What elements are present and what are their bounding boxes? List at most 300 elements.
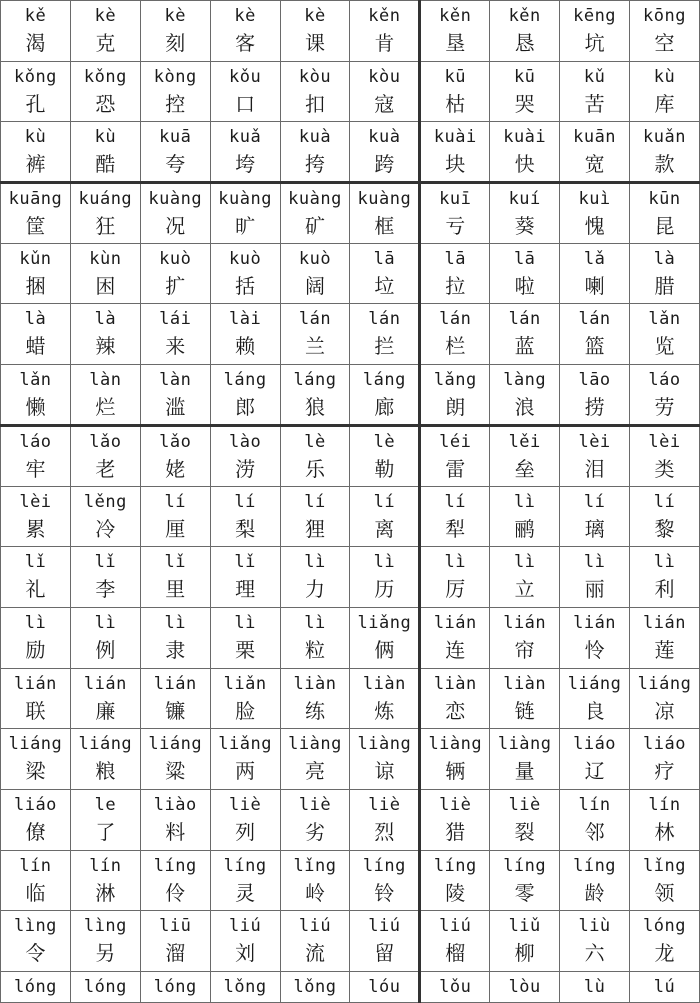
hanzi-character: 励	[25, 637, 46, 662]
character-cell	[560, 365, 630, 426]
hanzi-character: 括	[235, 273, 256, 298]
hanzi-character: 垃	[374, 273, 395, 298]
hanzi-character: 愧	[584, 214, 605, 239]
hanzi-character: 裤	[25, 152, 46, 177]
pinyin-label: lián	[433, 612, 477, 633]
pinyin-label: lǐ	[234, 552, 256, 573]
hanzi-character: 两	[235, 759, 256, 784]
pinyin-label: lián	[503, 612, 547, 633]
character-cell	[350, 668, 420, 729]
character-cell	[420, 425, 490, 486]
character-cell	[70, 183, 140, 244]
pinyin-label: liú	[439, 916, 472, 937]
character-cell	[280, 304, 350, 365]
character-cell	[210, 61, 280, 122]
table-row	[1, 183, 700, 244]
pinyin-label: lí	[234, 491, 256, 512]
pinyin-label: kěn	[508, 6, 541, 26]
pinyin-label: liū	[159, 916, 192, 937]
hanzi-character: 帘	[514, 637, 535, 662]
pinyin-label: lóng	[83, 977, 127, 997]
hanzi-character: 灵	[235, 880, 256, 905]
pinyin-label: liè	[298, 794, 332, 815]
table-row	[1, 1, 700, 62]
character-cell	[1, 607, 71, 668]
pinyin-label: kuò	[159, 248, 192, 269]
character-cell	[350, 1, 420, 62]
pinyin-label: lǒng	[293, 977, 337, 997]
pinyin-label: lè	[304, 431, 326, 452]
hanzi-character: 亮	[305, 759, 325, 784]
pinyin-label: kuàng	[148, 189, 203, 210]
hanzi-character: 黎	[654, 516, 675, 541]
table-row	[1, 425, 700, 486]
hanzi-character: 铃	[374, 880, 395, 905]
character-cell	[280, 243, 350, 304]
table-row	[1, 911, 700, 972]
character-cell	[140, 304, 210, 365]
pinyin-label: lái	[159, 309, 192, 330]
pinyin-label: lóng	[153, 977, 197, 997]
pinyin-label: kuàng	[288, 189, 342, 210]
pinyin-label: liú	[298, 916, 332, 937]
hanzi-character: 蜡	[25, 334, 46, 359]
hanzi-character: 浪	[514, 395, 535, 420]
pinyin-label: líng	[153, 855, 197, 876]
character-cell	[560, 304, 630, 365]
hanzi-character: 郎	[235, 395, 256, 420]
character-cell	[210, 911, 280, 972]
pinyin-label: lì	[653, 552, 676, 573]
character-cell	[280, 547, 350, 608]
character-cell	[140, 486, 210, 547]
pinyin-label: lèi	[648, 431, 681, 452]
hanzi-character: 矿	[305, 214, 325, 239]
hanzi-character: 辆	[445, 759, 466, 784]
hanzi-character: 垮	[235, 152, 256, 177]
pinyin-label: kuǎ	[229, 127, 262, 148]
pinyin-label: lǎn	[648, 309, 681, 330]
character-cell	[140, 850, 210, 911]
character-cell	[630, 1, 700, 62]
pinyin-label: lù	[583, 977, 606, 997]
hanzi-character: 历	[374, 577, 395, 602]
character-cell	[560, 122, 630, 183]
hanzi-character: 拉	[445, 273, 466, 298]
character-cell	[140, 729, 210, 790]
hanzi-character: 困	[95, 273, 116, 298]
pinyin-label: lì	[513, 552, 536, 573]
character-cell	[210, 668, 280, 729]
character-cell	[350, 729, 420, 790]
hanzi-character: 粱	[165, 759, 186, 784]
hanzi-character: 捞	[584, 395, 605, 420]
pinyin-label: lǎo	[159, 431, 192, 452]
character-cell	[1, 425, 71, 486]
character-cell	[210, 789, 280, 850]
pinyin-label: lí	[444, 491, 467, 512]
hanzi-character: 老	[95, 456, 116, 481]
character-cell	[70, 425, 140, 486]
character-cell	[490, 668, 560, 729]
character-cell	[70, 304, 140, 365]
character-cell	[140, 122, 210, 183]
pinyin-label: léi	[439, 431, 472, 452]
pinyin-label: liáo	[13, 794, 57, 815]
character-cell	[350, 122, 420, 183]
pinyin-label: kè	[94, 6, 117, 26]
hanzi-character: 刘	[235, 941, 256, 966]
character-cell	[420, 911, 490, 972]
character-cell	[490, 304, 560, 365]
pinyin-label: lì	[444, 552, 467, 573]
hanzi-character: 岭	[305, 880, 325, 905]
character-cell	[490, 547, 560, 608]
pinyin-label: liàn	[293, 673, 337, 694]
hanzi-character: 垒	[514, 456, 535, 481]
pinyin-label: kòu	[298, 66, 332, 87]
character-cell	[280, 607, 350, 668]
pinyin-label: líng	[362, 855, 406, 876]
hanzi-character: 廊	[374, 395, 395, 420]
pinyin-label: liàn	[433, 673, 477, 694]
pinyin-label: lǎo	[89, 431, 122, 452]
hanzi-character: 栗	[235, 637, 256, 662]
pinyin-label: lǎng	[433, 370, 477, 391]
pinyin-label: kǔn	[19, 248, 52, 269]
hanzi-character: 涝	[235, 456, 256, 481]
pinyin-label: kēng	[573, 6, 617, 26]
pinyin-label: lì	[164, 612, 186, 633]
hanzi-character: 劳	[654, 395, 675, 420]
character-cell	[210, 850, 280, 911]
pinyin-label: liáng	[637, 673, 692, 694]
character-cell	[140, 183, 210, 244]
character-cell	[420, 789, 490, 850]
hanzi-character: 垦	[445, 31, 466, 55]
pinyin-label: kè	[164, 6, 186, 26]
character-cell	[630, 789, 700, 850]
pinyin-label: lè	[373, 431, 396, 452]
character-cell	[560, 972, 630, 1003]
pinyin-label: kū	[513, 66, 536, 87]
pinyin-label: liàng	[428, 734, 483, 755]
hanzi-character: 腊	[654, 273, 675, 298]
character-cell	[420, 729, 490, 790]
hanzi-character: 榴	[445, 941, 466, 966]
table-row	[1, 668, 700, 729]
hanzi-character: 狼	[305, 395, 325, 420]
pinyin-label: lí	[164, 491, 186, 512]
hanzi-character: 筐	[25, 214, 46, 239]
hanzi-character: 僚	[25, 819, 46, 844]
hanzi-character: 劣	[305, 819, 325, 844]
hanzi-character: 朗	[445, 395, 466, 420]
hanzi-character: 辣	[95, 334, 116, 359]
character-cell	[140, 365, 210, 426]
hanzi-character: 克	[95, 31, 116, 55]
hanzi-character: 璃	[584, 516, 605, 541]
character-cell	[490, 911, 560, 972]
hanzi-character: 款	[654, 152, 675, 177]
character-cell	[70, 122, 140, 183]
hanzi-character: 渴	[25, 31, 46, 55]
pinyin-label: kuì	[578, 189, 611, 210]
pinyin-label: là	[94, 309, 117, 330]
character-cell	[1, 365, 71, 426]
pinyin-label: lòu	[508, 977, 541, 997]
hanzi-character: 邻	[584, 819, 605, 844]
table-row	[1, 789, 700, 850]
pinyin-label: lí	[373, 491, 396, 512]
character-cell	[420, 607, 490, 668]
hanzi-character: 赖	[235, 334, 256, 359]
pinyin-label: lì	[304, 552, 326, 573]
hanzi-character: 粮	[95, 759, 116, 784]
hanzi-character: 阔	[305, 273, 325, 298]
character-cell	[210, 607, 280, 668]
hanzi-character: 粒	[305, 637, 325, 662]
pinyin-label: làng	[503, 370, 547, 391]
hanzi-character: 六	[584, 941, 605, 966]
character-cell	[560, 789, 630, 850]
pinyin-label: liàng	[357, 734, 412, 755]
pinyin-label: kūn	[648, 189, 681, 210]
character-cell	[210, 972, 280, 1003]
table-row	[1, 61, 700, 122]
character-cell	[490, 850, 560, 911]
pinyin-label: liào	[153, 794, 197, 815]
character-cell	[630, 972, 700, 1003]
pinyin-label: líng	[573, 855, 617, 876]
hanzi-character: 框	[374, 214, 395, 239]
hanzi-character: 捆	[25, 273, 46, 298]
pinyin-label: lián	[643, 612, 686, 633]
hanzi-character: 利	[654, 577, 675, 602]
character-cell	[420, 1, 490, 62]
pinyin-label: liè	[508, 794, 541, 815]
hanzi-character: 流	[305, 941, 325, 966]
hanzi-character: 柳	[514, 941, 535, 966]
table-row	[1, 486, 700, 547]
character-cell	[420, 183, 490, 244]
character-cell	[70, 243, 140, 304]
pinyin-label: kuò	[298, 248, 332, 269]
table-row	[1, 972, 700, 1003]
pinyin-label: lán	[368, 309, 401, 330]
pinyin-label: lā	[373, 248, 396, 269]
character-cell	[70, 911, 140, 972]
hanzi-character: 控	[165, 91, 186, 116]
character-cell	[490, 425, 560, 486]
character-cell	[1, 1, 71, 62]
hanzi-character: 挎	[305, 152, 325, 177]
character-cell	[630, 61, 700, 122]
character-cell	[350, 911, 420, 972]
hanzi-character: 类	[654, 456, 675, 481]
pinyin-label: lì	[94, 612, 117, 633]
hanzi-character: 林	[654, 819, 675, 844]
pinyin-label: lǐng	[293, 855, 337, 876]
character-cell	[280, 668, 350, 729]
pinyin-label: lián	[573, 612, 617, 633]
hanzi-character: 坑	[584, 31, 605, 55]
character-cell	[350, 183, 420, 244]
pinyin-label: kòu	[368, 66, 401, 87]
character-cell	[140, 425, 210, 486]
character-cell	[630, 365, 700, 426]
hanzi-character: 喇	[584, 273, 605, 298]
table-row	[1, 304, 700, 365]
hanzi-character: 孔	[25, 91, 46, 116]
table-row	[1, 850, 700, 911]
pinyin-label: kuā	[159, 127, 192, 148]
pinyin-label: lǎ	[583, 248, 606, 269]
pinyin-label: kuí	[508, 189, 541, 210]
pinyin-label: liàn	[503, 673, 547, 694]
hanzi-character: 厉	[445, 577, 466, 602]
hanzi-character: 扣	[305, 91, 325, 116]
hanzi-character: 领	[654, 880, 675, 905]
pinyin-label: láng	[223, 370, 267, 391]
hanzi-character: 狂	[95, 214, 116, 239]
hanzi-character: 篮	[584, 334, 605, 359]
hanzi-character: 哭	[514, 91, 535, 116]
pinyin-label: láo	[648, 370, 681, 391]
pinyin-label: liǎng	[357, 612, 412, 633]
character-cell	[490, 972, 560, 1003]
pinyin-label: lèi	[19, 491, 52, 512]
pinyin-label: kù	[94, 127, 117, 148]
character-cell	[140, 1, 210, 62]
character-cell	[630, 607, 700, 668]
pinyin-label: le	[94, 794, 117, 815]
pinyin-label: lín	[19, 855, 52, 876]
character-cell	[1, 61, 71, 122]
pinyin-label: liǎn	[223, 673, 267, 694]
hanzi-character: 牢	[25, 456, 46, 481]
pinyin-label: kōng	[643, 6, 686, 26]
pinyin-label: kuài	[433, 127, 477, 148]
character-cell	[560, 425, 630, 486]
hanzi-character: 例	[95, 637, 116, 662]
character-cell	[70, 972, 140, 1003]
pinyin-label: lào	[229, 431, 262, 452]
hanzi-character: 寇	[374, 91, 395, 116]
character-cell	[70, 1, 140, 62]
hanzi-character: 离	[374, 516, 395, 541]
table-body	[1, 1, 700, 1003]
pinyin-label: lán	[578, 309, 611, 330]
pinyin-label: liú	[368, 916, 401, 937]
pinyin-label: lǒu	[439, 977, 472, 997]
hanzi-character: 连	[445, 637, 466, 662]
hanzi-character: 恳	[514, 31, 535, 55]
character-cell	[140, 668, 210, 729]
hanzi-character: 丽	[584, 577, 605, 602]
hanzi-character: 宽	[584, 152, 605, 177]
pinyin-label: liàng	[288, 734, 342, 755]
pinyin-label: láng	[362, 370, 406, 391]
character-cell	[490, 789, 560, 850]
pinyin-label: kuāng	[8, 189, 63, 210]
character-cell	[280, 911, 350, 972]
hanzi-character: 隶	[165, 637, 186, 662]
pinyin-label: lán	[298, 309, 332, 330]
pinyin-label: lóng	[13, 977, 57, 997]
hanzi-character: 梨	[235, 516, 256, 541]
character-cell	[210, 547, 280, 608]
hanzi-character: 昆	[654, 214, 675, 239]
hanzi-character: 伶	[165, 880, 186, 905]
character-cell	[420, 243, 490, 304]
pinyin-label: kòng	[153, 66, 197, 87]
character-cell	[630, 304, 700, 365]
hanzi-character: 猎	[445, 819, 466, 844]
character-cell	[1, 668, 71, 729]
pinyin-label: lián	[13, 673, 57, 694]
character-cell	[280, 1, 350, 62]
pinyin-label: lǎn	[19, 370, 52, 391]
character-cell	[210, 183, 280, 244]
character-cell	[1, 972, 71, 1003]
character-cell	[70, 486, 140, 547]
hanzi-character: 龙	[654, 941, 675, 966]
character-cell	[630, 911, 700, 972]
hanzi-character: 临	[25, 880, 46, 905]
pinyin-label: kuǎn	[643, 127, 686, 148]
pinyin-label: lǐ	[94, 552, 117, 573]
hanzi-character: 览	[654, 334, 675, 359]
pinyin-label: liǔ	[508, 916, 541, 937]
hanzi-character: 亏	[445, 214, 466, 239]
table-row	[1, 122, 700, 183]
pinyin-label: líng	[223, 855, 267, 876]
character-cell	[280, 183, 350, 244]
character-cell	[420, 486, 490, 547]
pinyin-label: lì	[234, 612, 256, 633]
hanzi-character: 冷	[95, 516, 116, 541]
character-cell	[280, 425, 350, 486]
character-cell	[490, 243, 560, 304]
hanzi-character: 雷	[445, 456, 466, 481]
character-cell	[350, 850, 420, 911]
pinyin-label: liáng	[78, 734, 133, 755]
hanzi-character: 懒	[25, 395, 46, 420]
character-cell	[140, 789, 210, 850]
hanzi-character: 辽	[584, 759, 605, 784]
hanzi-character: 烈	[374, 819, 395, 844]
hanzi-character: 联	[25, 698, 46, 723]
character-cell	[630, 668, 700, 729]
hanzi-character: 力	[305, 577, 325, 602]
hanzi-character: 零	[514, 880, 535, 905]
character-cell	[630, 243, 700, 304]
character-cell	[490, 122, 560, 183]
pinyin-label: kuān	[573, 127, 617, 148]
pinyin-label: lì	[304, 612, 326, 633]
hanzi-character: 料	[165, 819, 186, 844]
character-cell	[210, 486, 280, 547]
table-row	[1, 243, 700, 304]
character-cell	[630, 486, 700, 547]
hanzi-character: 溜	[165, 941, 186, 966]
character-cell	[560, 486, 630, 547]
pinyin-label: lán	[439, 309, 472, 330]
pinyin-label: là	[24, 309, 47, 330]
pinyin-label: kuà	[368, 127, 401, 148]
pinyin-label: lì	[373, 552, 396, 573]
